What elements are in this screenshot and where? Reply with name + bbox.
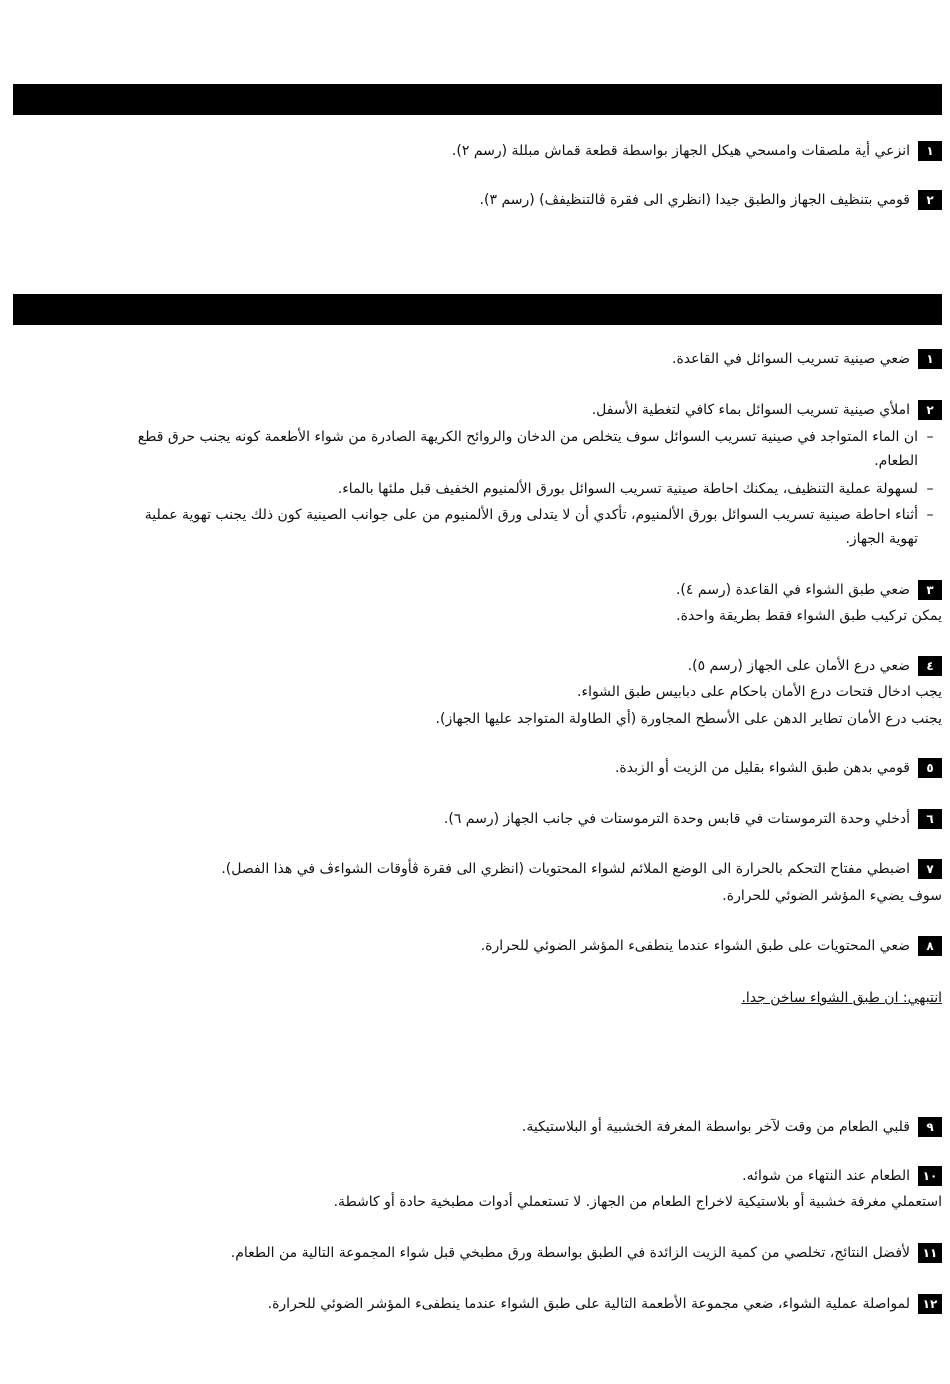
step-7 (221, 859, 942, 879)
step-3 (676, 580, 942, 600)
step-note: يمكن تركيب طبق الشواء فقط بطريقة واحدة. (676, 608, 942, 624)
step-text: قلبي الطعام من وقت لآخر بواسطة المغرفة الخشبية أو البلاستيكية. (521, 1119, 910, 1135)
bullet-text-continued: الطعام. (874, 453, 918, 469)
step-note: يجنب درع الأمان تطاير الدهن على الأسطح المجاورة (أي الطاولة المتواجد عليها الجهاز). (435, 711, 942, 727)
bullet-text: لسهولة عملية التنظيف، يمكنك احاطة صينية تسريب السوائل بورق الألمنيوم الخفيف قبل ملئها بالماء. (337, 481, 918, 497)
step-4 (688, 656, 942, 676)
step-number: ٥ (918, 758, 942, 778)
step-number: ٦ (918, 809, 942, 829)
bullet-item (17, 503, 942, 551)
section-header-bar (13, 294, 942, 325)
step-text: قومي بدهن طبق الشواء بقليل من الزيت أو الزبدة. (614, 760, 910, 776)
step-number: ١ (918, 349, 942, 369)
step-number: ٨ (918, 936, 942, 956)
step-1b (672, 349, 942, 369)
step-number: ٧ (918, 859, 942, 879)
step-note: سوف يضيء المؤشر الضوئي للحرارة. (722, 888, 942, 904)
step-number: ٢ (918, 190, 942, 210)
step-10 (742, 1166, 942, 1186)
step-text: ضعي درع الأمان على الجهاز (رسم ٥). (687, 658, 910, 674)
step-text: ضعي طبق الشواء في القاعدة (رسم ٤). (675, 582, 910, 598)
bullet-dash: – (926, 481, 934, 497)
step-note: استعملي مغرفة خشبية أو بلاستيكية لاخراج الطعام من الجهاز. لا تستعملي أدوات مطبخية حادة أو كاشطة. (333, 1194, 942, 1210)
bullet-text-continued: تهوية الجهاز. (845, 531, 918, 547)
bullet-text: ان الماء المتواجد في صينية تسريب السوائل سوف يتخلص من الدخان والروائح الكريهة الصادرة من شواء الأطعمة كونه يجنب حرق قطع (137, 429, 918, 445)
bullet-item (17, 477, 942, 501)
step-text: لأفضل النتائج، تخلصي من كمية الزيت الزائدة في الطبق بواسطة ورق مطبخي قبل شواء المجموعة التالية من الطعام. (230, 1245, 910, 1261)
bullet-text: أثناء احاطة صينية تسريب السوائل بورق الألمنيوم، تأكدي أن لا يتدلى ورق الألمنيوم من على جوانب الصينية كون ذلك يجنب تهوية عملية (144, 507, 918, 523)
step-1a (452, 141, 942, 161)
step-text: أدخلي وحدة الترموستات في قابس وحدة الترموستات في جانب الجهاز (رسم ٦). (443, 811, 910, 827)
step-number: ٤ (918, 656, 942, 676)
step-text: ضعي المحتويات على طبق الشواء عندما ينطفىء المؤشر الضوئي للحرارة. (480, 938, 910, 954)
step-note: يجب ادخال فتحات درع الأمان باحكام على دبابيس طبق الشواء. (577, 684, 942, 700)
step-number: ٣ (918, 580, 942, 600)
bullet-item (17, 425, 942, 473)
step-12 (268, 1294, 942, 1314)
step-text: ضعي صينية تسريب السوائل في القاعدة. (672, 351, 910, 367)
bullet-dash: – (926, 429, 934, 445)
step-6 (444, 809, 942, 829)
step-2a (480, 190, 942, 210)
step-9 (522, 1117, 942, 1137)
step-text: قومي بتنظيف الجهاز والطبق جيدا (انظري الى فقرة ڤالتنظيفڤ) (رسم ٣). (479, 192, 910, 208)
step-number: ١١ (918, 1243, 942, 1263)
step-text: الطعام عند النتهاء من شوائه. (742, 1168, 910, 1184)
step-11 (231, 1243, 942, 1263)
step-number: ٢ (918, 400, 942, 420)
section-header-bar (13, 84, 942, 115)
step-number: ١ (918, 141, 942, 161)
step-number: ٩ (918, 1117, 942, 1137)
step-number: ١٢ (918, 1294, 942, 1314)
step-text: لمواصلة عملية الشواء، ضعي مجموعة الأطعمة التالية على طبق الشواء عندما ينطفىء المؤشر الضوئي للحرارة. (267, 1296, 910, 1312)
bullet-dash: – (926, 507, 934, 523)
warning-note: انتبهي: ان طبق الشواء ساخن جدا. (741, 990, 942, 1006)
step-8 (481, 936, 942, 956)
step-number: ١٠ (918, 1166, 942, 1186)
step-text: املأي صينية تسريب السوائل بماء كافي لتغطية الأسفل. (591, 402, 910, 418)
step-text: انزعي أية ملصقات وامسحي هيكل الجهاز بواسطة قطعة قماش مبللة (رسم ٢). (451, 143, 910, 159)
step-2b (592, 400, 942, 420)
step-5 (615, 758, 942, 778)
step-text: اضبطي مفتاح التحكم بالحرارة الى الوضع الملائم لشواء المحتويات (انظري الى فقرة ڤأوقات الشواءڤ في هذا الفصل). (221, 861, 910, 877)
